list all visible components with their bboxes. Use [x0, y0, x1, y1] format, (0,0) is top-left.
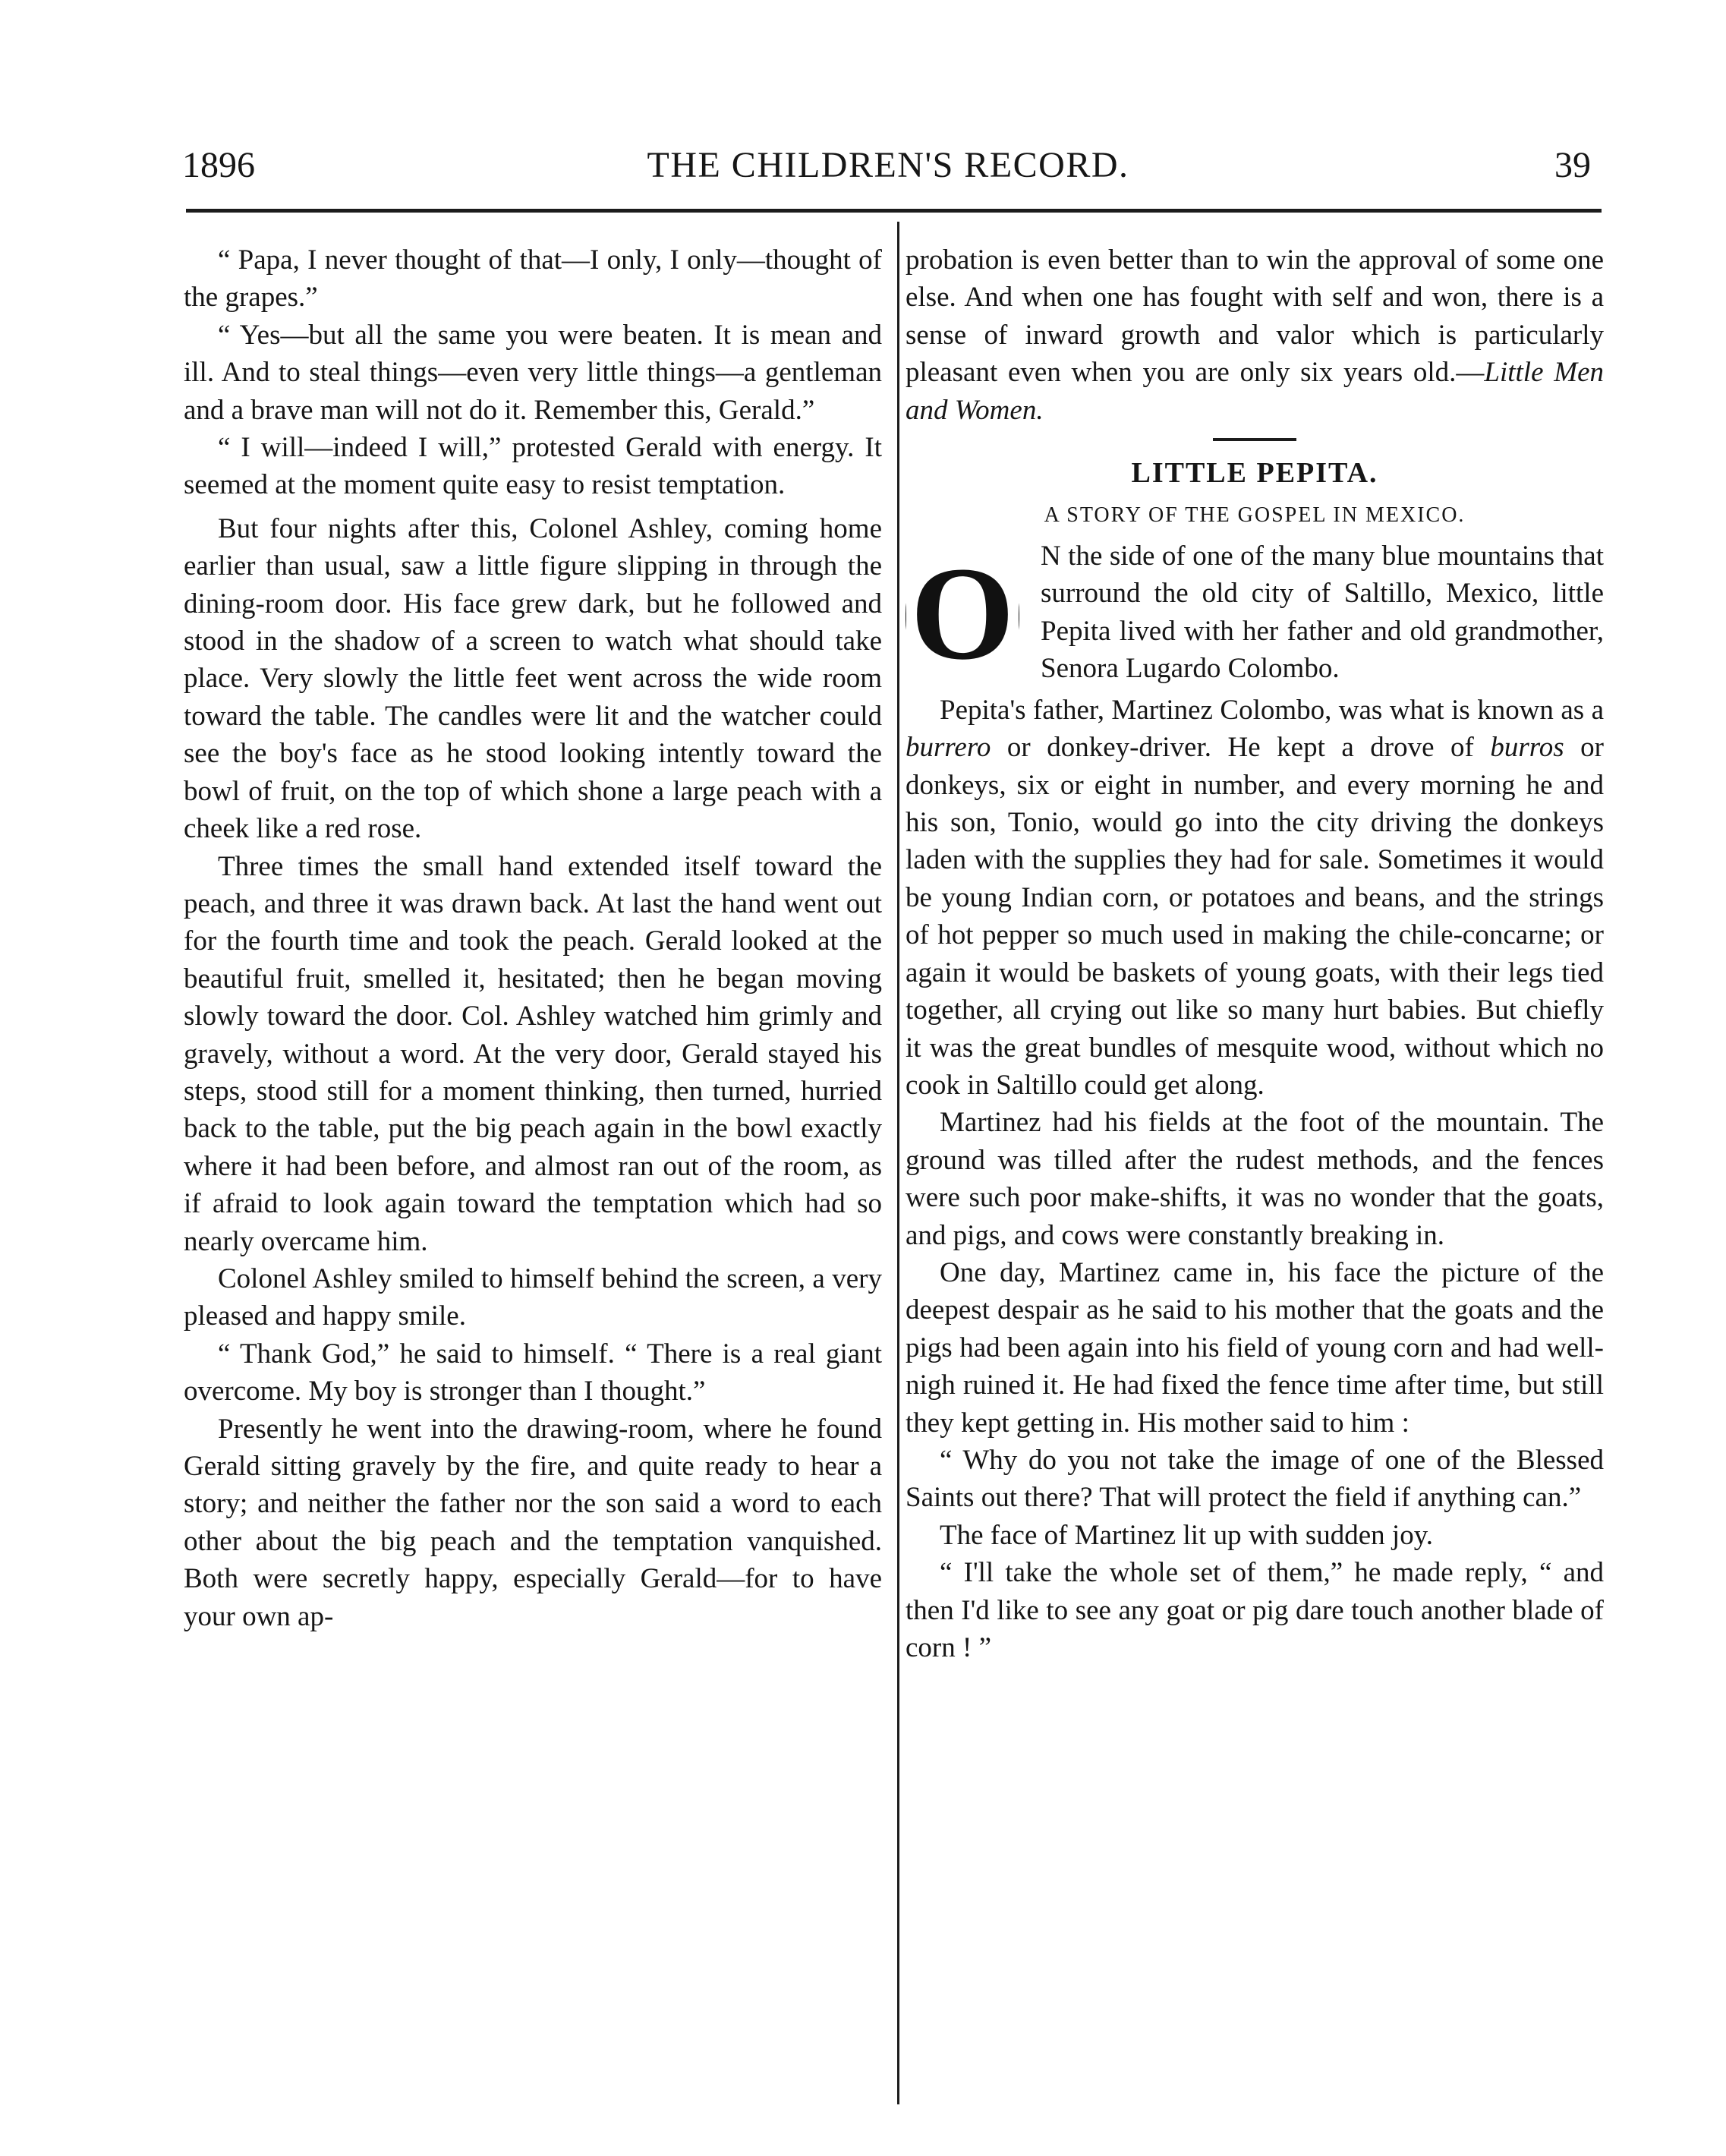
journal-title: THE CHILDREN'S RECORD.	[647, 145, 1129, 185]
continued-text: probation is even better than to win the approval of some one else. And when one has fought with self and won, there is a sense of inward growth and valor which is particularly pleasant even when you are only six years old.—	[906, 244, 1604, 389]
paragraph: N the side of one of the many blue mountains that surround the old city of Saltillo, Mexico, little Pepita lived with her father and old grandmother, Senora Lugardo Colombo.	[1041, 540, 1604, 685]
paragraph: “ Papa, I never thought of that—I only, I only—thought of the grapes.”	[184, 244, 882, 314]
paragraph: “ I will—indeed I will,” protested Gerald with energy. It seemed at the moment quite easy to resist temptation.	[184, 432, 882, 501]
page-header	[175, 138, 1602, 184]
term-burros: burros	[1490, 732, 1564, 764]
paragraph: One day, Martinez came in, his face the picture of the deepest despair as he said to his mother that the goats and the pigs had been again into his field of young corn and had well-nigh ruined it. He had fixed the fence time after time, but still they kept getting in. His mother said to him :	[906, 1256, 1604, 1439]
paragraph: But four nights after this, Colonel Ashley, coming home earlier than usual, saw a little figure slipping in through the dining-room door. His face grew dark, but he followed and stood in the shadow of a screen to watch what should take place. Very slowly the little feet went across the wide room toward the table. The candles were lit and the watcher could see the boy's face as he stood looking intently toward the bowl of fruit, on the top of which shone a large peach with a cheek like a red rose.	[184, 512, 882, 845]
header-year: 1896	[182, 145, 255, 185]
drop-cap-letter: O	[906, 540, 1019, 688]
column-divider	[897, 222, 899, 2104]
term-burrero: burrero	[906, 732, 991, 764]
right-column	[906, 241, 1604, 1666]
paragraph: Martinez had his fields at the foot of the mountain. The ground was tilled after the rudest methods, and the fences were such poor make-shifts, it was no wonder that the goats, and pigs, and cows were constantly breaking in.	[906, 1107, 1604, 1251]
left-column	[184, 241, 882, 1635]
drop-cap	[906, 539, 1027, 692]
paragraph: “ Yes—but all the same you were beaten. It is mean and ill. And to steal things—even very little things—a gentleman and a brave man will not do it. Remember this, Gerald.”	[184, 319, 882, 426]
paragraph: Presently he went into the drawing-room, where he found Gerald sitting gravely by the fire, and quite ready to hear a story; and neither the father nor the son said a word to each other about the big peach and the temptation vanquished. Both were secretly happy, especially Gerald—for to have your own ap-	[184, 1413, 882, 1632]
paragraph: Pepita's father, Martinez Colombo, was what is known as a burrero or donkey-driver. He kept a drove of burros or donkeys, six or eight in number, and every morning he and his son, Tonio, would go into the city driving the donkeys laden with the supplies they had for sale. Sometimes it would be young Indian corn, or potatoes and beans, and the strings of hot pepper so much used in making the chile-concarne; or again it would be baskets of young goats, with their legs tied together, all crying out like so many hurt babies. But chiefly it was the great bundles of mesquite wood, without which no cook in Saltillo could get along.	[906, 694, 1604, 1101]
source-citation: Little Men and Women.	[906, 357, 1604, 426]
paragraph: “ Why do you not take the image of one of the Blessed Saints out there? That will protect the field if anything can.”	[906, 1444, 1604, 1514]
section-separator	[1213, 438, 1296, 441]
paragraph: “ I'll take the whole set of them,” he made reply, “ and then I'd like to see any goat or pig dare touch another blade of corn ! ”	[906, 1557, 1604, 1663]
paragraph-continued	[906, 241, 1604, 429]
paragraph: “ Thank God,” he said to himself. “ There is a real giant overcome. My boy is stronger than I thought.”	[184, 1338, 882, 1407]
paragraph: Three times the small hand extended itself toward the peach, and three it was drawn back. At last the hand went out for the fourth time and took the peach. Gerald looked at the beautiful fruit, smelled it, hesitated; then he began moving slowly toward the door. Col. Ashley watched him grimly and gravely, without a word. At the very door, Gerald stayed his steps, stood still for a moment thinking, then turned, hurried back to the table, put the big peach again in the bowl exactly where it had been before, and almost ran out of the room, as if afraid to look again toward the temptation which had so nearly overcame him.	[184, 850, 882, 1257]
paragraph: Colonel Ashley smiled to himself behind the screen, a very pleased and happy smile.	[184, 1262, 882, 1332]
page-number: 39	[1554, 145, 1591, 185]
story-title: LITTLE PEPITA.	[1131, 457, 1378, 490]
story-subtitle: A STORY OF THE GOSPEL IN MEXICO.	[1044, 503, 1466, 528]
paragraph: The face of Martinez lit up with sudden joy.	[940, 1519, 1434, 1551]
header-rule	[186, 209, 1602, 213]
